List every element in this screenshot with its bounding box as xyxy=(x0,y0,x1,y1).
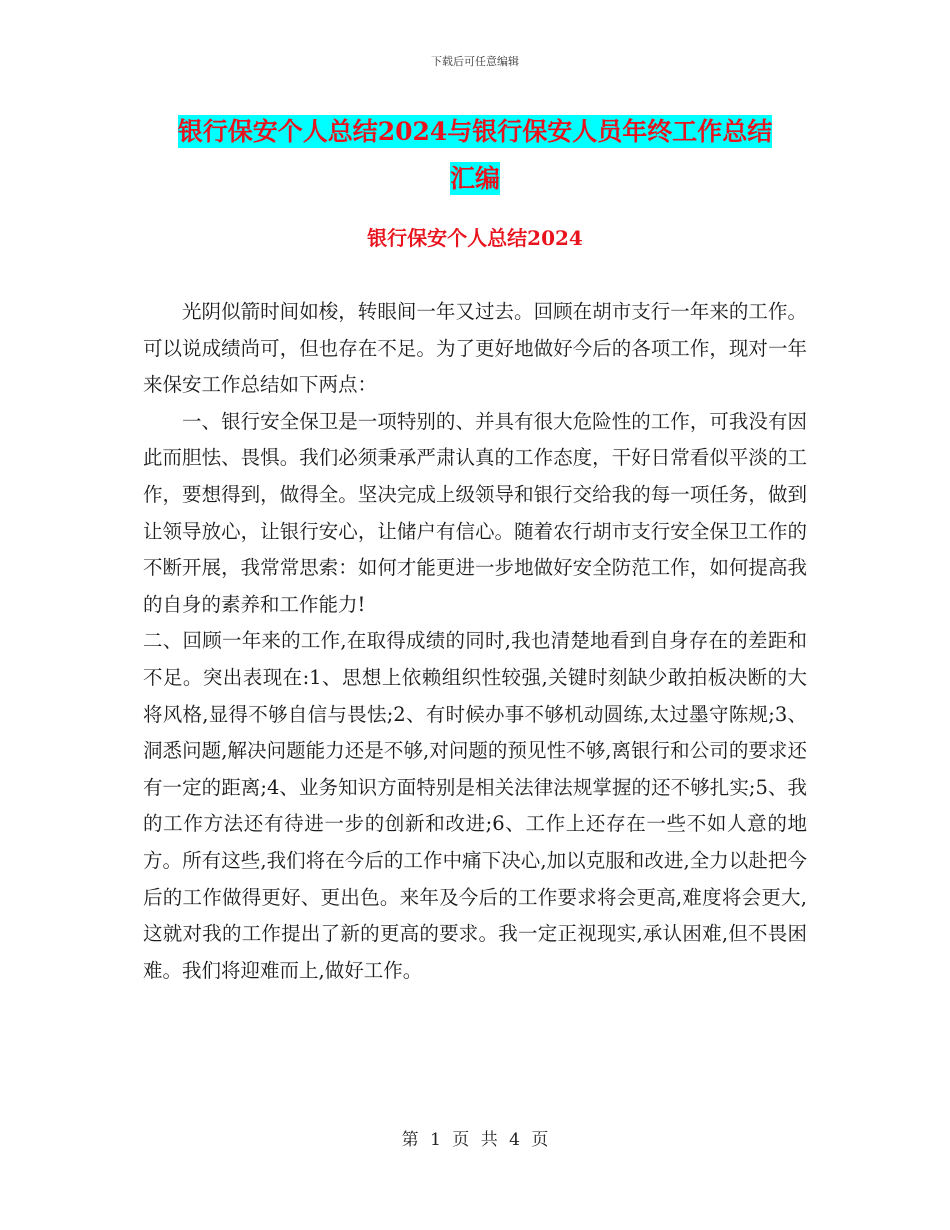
paragraph-intro: 光阴似箭时间如梭，转眼间一年又过去。回顾在胡市支行一年来的工作。可以说成绩尚可，但也存在不足。为了更好地做好今后的各项工作，现对一年来保安工作总结如下两点： xyxy=(143,300,807,397)
section-title: 银行保安个人总结2024 xyxy=(367,226,583,250)
paragraph-point-one: 一、银行安全保卫是一项特别的、并具有很大危险性的工作，可我没有因此而胆怯、畏惧。我们必须秉承严肃认真的工作态度，干好日常看似平淡的工作，要想得到，做得全。坚决完成上级领导和银行交给我的每一项任务，做到让领导放心，让银行安心，让储户有信心。随着农行胡市支行安全保卫工作的不断开展，我常常思索：如何才能更进一步地做好安全防范工作，如何提高我的自身的素养和工作能力! xyxy=(143,409,807,616)
header-note: 下载后可任意编辑 xyxy=(431,55,519,68)
page-number: 第 1 页 共 4 页 xyxy=(401,1130,549,1150)
document-body xyxy=(143,294,807,989)
paragraph-point-two: 二、回顾一年来的工作,在取得成绩的同时,我也清楚地看到自身存在的差距和不足。突出表现在:1、思想上依赖组织性较强,关键时刻缺少敢拍板决断的大将风格,显得不够自信与畏怯;2、有时候办事不够机动圆练,太过墨守陈规;3、洞悉问题,解决问题能力还是不够,对问题的预见性不够,离银行和公司的要求还有一定的距离;4、业务知识方面特别是相关法律法规掌握的还不够扎实;5、我的工作方法还有待进一步的创新和改进;6、工作上还存在一些不如人意的地方。所有这些,我们将在今后的工作中痛下决心,加以克服和改进,全力以赴把今后的工作做得更好、更出色。来年及今后的工作要求将会更高,难度将会更大,这就对我的工作提出了新的更高的要求。我一定正视现实,承认困难,但不畏困难。我们将迎难而上,做好工作。 xyxy=(143,629,807,982)
document-title xyxy=(0,108,950,202)
document-title-line1: 银行保安个人总结2024与银行保安人员年终工作总结 xyxy=(177,117,773,146)
document-title-line2: 汇编 xyxy=(449,164,500,193)
